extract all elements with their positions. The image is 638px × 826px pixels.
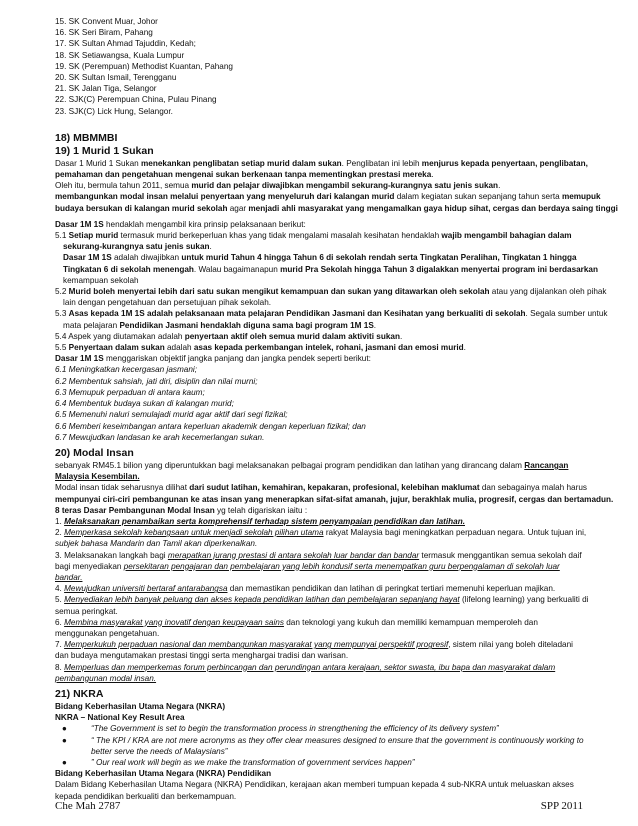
- teras-item-cont: dan budaya mengutamakan prestasi tinggi serta menghargai tradisi dan warisan.: [55, 651, 349, 661]
- list-item: 19. SK (Perempuan) Methodist Kuantan, Pahang: [55, 61, 233, 71]
- teras-item: 2. Memperkasa sekolah kebangsaan untuk menjadi sekolah pilihan utama rakyat Malaysia bagi meningkatkan perpaduan negara. Untuk tujuan ini,: [55, 528, 587, 538]
- teras-item: 5. Menyediakan lebih banyak peluang dan akses kepada pendidikan latihan dan pembelajaran sepanjang hayat (lifelong learning) yang berkualiti di: [55, 595, 589, 605]
- nkra-subtitle: NKRA – National Key Result Area: [55, 713, 185, 723]
- objective-item: 6.2 Membentuk sahsiah, jati diri, disiplin dan nilai murni;: [55, 376, 258, 386]
- school-list: [55, 16, 585, 117]
- list-item: 15. SK Convent Muar, Johor: [55, 17, 158, 26]
- paragraph-line: Modal insan tidak seharusnya dilihat dari sudut latihan, kemahiran, kepakaran, profesional, kelebihan maklumat dan sebagainya malah harus: [55, 483, 587, 493]
- clause-5-2: 5.2 Murid boleh menyertai lebih dari satu sukan mengikut kemampuan dan sukan yang ditawarkan oleh sekolah atau yang dijalankan oleh pihak: [55, 287, 607, 297]
- objective-item: 6.6 Memberi keseimbangan antara keperluan akademik dengan keperluan fizikal; dan: [55, 421, 366, 431]
- clause-5-1-cont: kemampuan sekolah: [63, 275, 139, 285]
- bullet-item: ● “ The KPI / KRA are not mere acronyms as they offer clear measures designed to ensure that the government is continuously working to: [62, 735, 584, 745]
- objective-item: 6.1 Meningkatkan kecergasan jasmani;: [55, 365, 197, 375]
- paragraph-line: Dasar 1 Murid 1 Sukan menekankan penglibatan setiap murid dalam sukan. Penglibatan ini lebih menjurus kepada penyertaan, penglibatan,: [55, 158, 588, 168]
- bullet-icon: ●: [62, 735, 67, 745]
- section-heading-nkra: 21) NKRA: [55, 687, 104, 700]
- paragraph-line: membangunkan modal insan melalui penyertaan yang menyeluruh dari kalangan murid dalam kegiatan sukan sepanjang tahun serta memupuk: [55, 192, 601, 202]
- objective-item: 6.7 Mewujudkan landasan ke arah kecemerlangan sukan.: [55, 432, 265, 442]
- footer-label: SPP 2011: [540, 800, 583, 812]
- bullet-icon: ●: [62, 757, 67, 767]
- bullet-item-cont: better serve the needs of Malaysians”: [91, 746, 228, 756]
- nkra-title: Bidang Keberhasilan Utama Negara (NKRA): [55, 701, 226, 711]
- paragraph-line: kepada pendidikan berkualiti dan berkemampuan.: [55, 791, 237, 801]
- objective-item: 6.4 Membentuk budaya sukan di kalangan murid;: [55, 399, 234, 409]
- clause-5-1-cont: Dasar 1M 1S adalah diwajibkan untuk murid Tahun 4 hingga Tahun 6 di sekolah rendah serta Tingkatan Peralihan, Tingkatan 1 hingga: [63, 253, 577, 263]
- section-heading-1m1s: 19) 1 Murid 1 Sukan: [55, 144, 154, 157]
- list-item: 22. SJK(C) Perempuan China, Pulau Pinang: [55, 95, 217, 105]
- paragraph-line: Malaysia Kesembilan.: [55, 472, 140, 482]
- bullet-icon: ●: [62, 724, 67, 734]
- clause-5-1: 5.1 Setiap murid termasuk murid berkeperluan khas yang tidak mengalami masalah kesihatan hendaklah wajib mengambil bahagian dalam: [55, 231, 572, 241]
- teras-item-cont: semua peringkat.: [55, 606, 118, 616]
- clause-5-2-cont: lain dengan pengetahuan dan persetujuan pihak sekolah.: [63, 298, 272, 308]
- teras-item-cont: bandar.: [55, 572, 83, 582]
- paragraph-line: mempunyai ciri-ciri pembangunan ke atas insan yang menerapkan sifat-sifat amanah, jujur, berakhlak mulia, progresif, cergas dan bertamadun.: [55, 494, 614, 504]
- section-heading-modal-insan: 20) Modal Insan: [55, 446, 134, 459]
- paragraph-line: 8 teras Dasar Pembangunan Modal Insan yg telah digariskan iaitu :: [55, 505, 308, 515]
- list-item: 17. SK Sultan Ahmad Tajuddin, Kedah;: [55, 39, 196, 49]
- list-item: 16. SK Seri Biram, Pahang: [55, 28, 153, 38]
- section-heading-mbmmbi: 18) MBMMBI: [55, 131, 118, 144]
- page-footer: [55, 801, 583, 812]
- paragraph-line: Dasar 1M 1S hendaklah mengambil kira prinsip pelaksanaan berikut:: [55, 219, 306, 229]
- bullet-item: ● “The Government is set to begin the transformation process in strengthening the efficiency of its delivery system”: [62, 724, 499, 734]
- teras-item: 8. Memperluas dan memperkemas forum perbincangan dan perundingan antara kerajaan, sektor swasta, ibu bapa dan masyarakat dalam: [55, 662, 556, 672]
- clause-5-1-cont: Tingkatan 6 di sekolah menengah. Walau bagaimanapun murid Pra Sekolah hingga Tahun 3 digalakkan menyertai program ini berdasarkan: [63, 264, 598, 274]
- nkra-pendidikan-title: Bidang Keberhasilan Utama Negara (NKRA) Pendidikan: [55, 769, 272, 779]
- teras-item: 3. Melaksanakan langkah bagi merapatkan jurang prestasi di antara sekolah luar bandar dan bandar termasuk menggantikan semua sekolah daif: [55, 550, 582, 560]
- paragraph-line: Dalam Bidang Keberhasilan Utama Negara (NKRA) Pendidikan, kerajaan akan memberi tumpuan kepada 4 sub-NKRA untuk meluaskan akses: [55, 780, 574, 790]
- objective-item: 6.5 Memenuhi naluri semulajadi murid agar aktif dari segi fizikal;: [55, 410, 288, 420]
- clause-5-1-cont: sekurang-kurangnya satu jenis sukan.: [63, 242, 212, 252]
- document-page: [55, 16, 618, 802]
- teras-item: 1. Melaksanakan penambaikan serta komprehensif terhadap sistem penyampaian pendidikan dan latihan.: [55, 516, 465, 526]
- list-item: 18. SK Setiawangsa, Kuala Lumpur: [55, 50, 185, 60]
- teras-item-cont: menggunakan pengetahuan.: [55, 628, 160, 638]
- clause-5-4: 5.4 Aspek yang diutamakan adalah penyertaan aktif oleh semua murid dalam aktiviti sukan.: [55, 331, 403, 341]
- list-item: 21. SK Jalan Tiga, Selangor: [55, 84, 157, 94]
- clause-5-5: 5.5 Penyertaan dalam sukan adalah asas kepada perkembangan intelek, rohani, jasmani dan emosi murid.: [55, 343, 466, 353]
- clause-5-3: 5.3 Asas kepada 1M 1S adalah pelaksanaan mata pelajaran Pendidikan Jasmani dan Kesihatan yang berkualiti di sekolah. Segala sumber untuk: [55, 309, 608, 319]
- list-item: 23. SJK(C) Lick Hung, Selangor.: [55, 106, 173, 116]
- objective-item: 6.3 Memupuk perpaduan di antara kaum;: [55, 387, 205, 397]
- paragraph-line: budaya bersukan di kalangan murid sekolah agar menjadi ahli masyarakat yang mengamalkan gaya hidup sihat, cergas dan berdaya saing tinggi: [55, 203, 618, 213]
- paragraph-line: sebanyak RM45.1 bilion yang diperuntukkan bagi melaksanakan pelbagai program pendidikan dan latihan yang dirancang dalam Rancangan: [55, 460, 569, 470]
- teras-item-cont: subjek bahasa Mandarin dan Tamil akan diperkenalkan.: [55, 539, 258, 549]
- teras-item: 7. Memperkukuh perpaduan nasional dan membangunkan masyarakat yang mempunyai perspektif progresif, sistem nilai yang boleh diteladani: [55, 640, 573, 650]
- list-item: 20. SK Sultan Ismail, Terengganu: [55, 73, 177, 83]
- bullet-item: ● ” Our real work will begin as we make the transformation of government services happen”: [62, 757, 415, 767]
- paragraph-line: Oleh itu, bermula tahun 2011, semua murid dan pelajar diwajibkan mengambil sekurang-kurangnya satu jenis sukan.: [55, 181, 501, 191]
- footer-author: Che Mah 2787: [55, 800, 121, 812]
- teras-item: 6. Membina masyarakat yang inovatif dengan keupayaan sains dan teknologi yang kukuh dan memiliki kemampuan memperoleh dan: [55, 617, 538, 627]
- objectives-intro: Dasar 1M 1S menggariskan objektif jangka panjang dan jangka pendek seperti berikut:: [55, 354, 371, 364]
- clause-5-3-cont: mata pelajaran Pendidikan Jasmani hendaklah diguna sama bagi program 1M 1S.: [63, 320, 377, 330]
- teras-item-cont: bagi menyediakan persekitaran pengajaran dan pembelajaran yang lebih kondusif serta menempatkan guru berpengalaman di sekolah luar: [55, 561, 560, 571]
- teras-item: 4. Mewujudkan universiti bertaraf antarabangsa dan memastikan pendidikan dan latihan di peringkat tertiari memenuhi keperluan majikan.: [55, 584, 556, 594]
- paragraph-line: pemahaman dan pengetahuan mengenai sukan berkenaan tanpa mementingkan prestasi mereka.: [55, 170, 434, 180]
- teras-item-cont: pembangunan modal insan.: [55, 673, 157, 683]
